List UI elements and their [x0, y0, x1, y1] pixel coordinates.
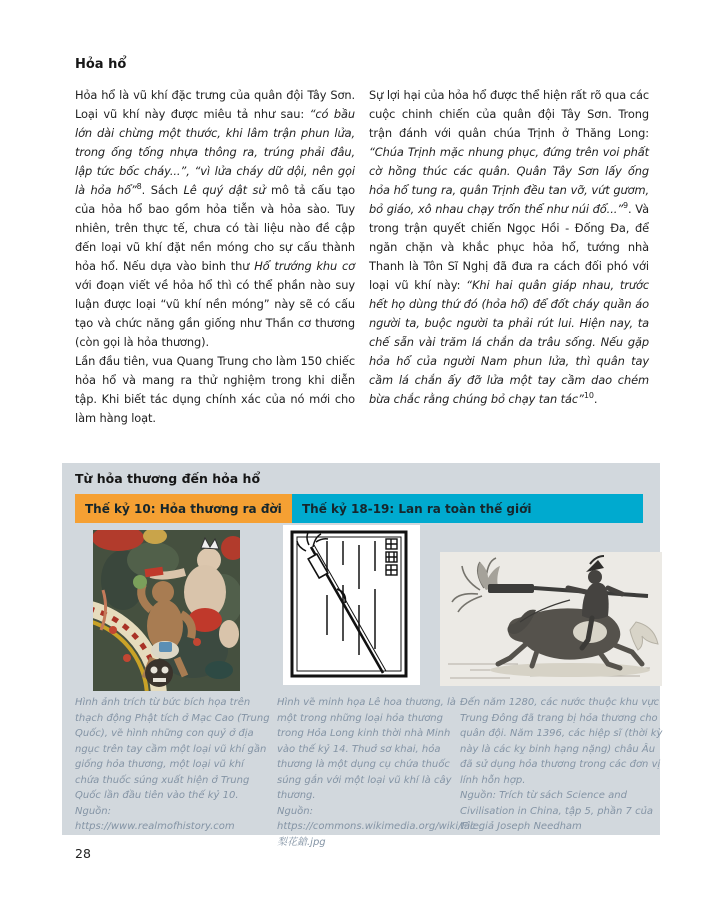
right-column	[369, 86, 649, 428]
paragraph-intro: Hỏa hổ là vũ khí đặc trưng của quân đội Tây Sơn. Loại vũ khí này được miêu tả như sau: “có bầu lớn dài chừng một thước, khi lâm trận phun lửa, trong ống tống nhựa thông ra, trúng phải đâu, lập tức bốc cháy...”, “vì lửa cháy dữ dội, nên gọi là hỏa hổ”$^8$. Sách Lê quý dật sử mô tả cấu tạo của hỏa hổ bao gồm hỏa tiễn và hỏa sào. Tuy nhiên, trên thực tế, chưa có tài liệu nào đề cập đến loại vũ khí đặt nền móng cho sự cấu thành hỏa hổ. Nếu dựa vào binh thư Hổ trướng khu cơ với đoạn viết về hỏa hổ thì có thể phần nào suy luận được loại “vũ khí nền móng” này sẽ có cấu tạo và chức năng gần giống như Thần cơ thương (còn gọi là hỏa thương).	[75, 88, 356, 349]
tab-century-18-19: Thế kỷ 18-19: Lan ra toàn thế giới	[292, 494, 643, 523]
caption-text: Hình ảnh trích từ bức bích họa trên thạch động Phật tích ở Mạc Cao (Trung Quốc), vẽ hình những con quỷ ở địa ngục trên tay cầm một loại vũ khí gần giống hỏa thương, một loại vũ khí chứa thuốc súng xuất hiện ở Trung Quốc lần đầu tiên vào thế kỷ 10.	[75, 697, 270, 801]
mogao-cave-fresco-image	[93, 530, 240, 691]
left-column	[75, 86, 355, 428]
caption-source: Nguồn: https://commons.wikimedia.org/wiki/File:梨花鎗.jpg	[277, 805, 483, 848]
caption-text: Hình vẽ minh họa Lê hoa thương, là một trong những loại hỏa thương trong Hỏa Long kinh thời nhà Minh vào thế kỷ 14. Thuở sơ khai, hỏa thương là một dụng cụ chứa thuốc súng gắn với một loại vũ khí là cây thương.	[277, 697, 456, 801]
timeline-infobox	[62, 463, 663, 848]
timeline-tabs	[75, 494, 643, 523]
caption-source: Nguồn: https://www.realmofhistory.com	[75, 805, 235, 832]
tab-century-10: Thế kỷ 10: Hỏa thương ra đời	[75, 494, 292, 523]
caption-engraving	[460, 695, 663, 835]
knight-fire-lance-engraving-image	[440, 552, 662, 686]
infobox-title: Từ hỏa thương đến hỏa hổ	[75, 471, 261, 486]
figure-fire-lance-woodcut	[283, 525, 420, 685]
paragraph-quang-trung: Lần đầu tiên, vua Quang Trung cho làm 150 chiếc hỏa hổ và mang ra thử nghiệm trong khi diễn tập. Khi biết tác dụng chính xác của nó mới cho làm hàng loạt.	[75, 354, 355, 425]
caption-fresco	[75, 695, 271, 835]
caption-source: Nguồn: Trích từ sách Science and Civilisation in China, tập 5, phần 7 của tác giả Joseph Needham	[460, 790, 654, 832]
figure-knight-engraving	[440, 552, 662, 686]
caption-text: Đến năm 1280, các nước thuộc khu vực Trung Đông đã trang bị hỏa thương cho quân đội. Năm 1396, các hiệp sĩ (thời kỳ này là các kỵ binh hạng nặng) châu Âu đã sử dụng hỏa thương trong các đơn vị lính hỗn hợp.	[460, 697, 663, 786]
paragraph-battles: Sự lợi hại của hỏa hổ được thể hiện rất rõ qua các cuộc chinh chiến của quân đội Tây Sơn. Trong trận đánh với quân chúa Trịnh ở Thăng Long: “Chúa Trịnh mặc nhung phục, đứng trên voi phất cờ hồng thúc các quân. Quân Tây Sơn lấy ống hỏa hổ tung ra, quân Trịnh đều tan vỡ, vứt gươm, bỏ giáo, xô nhau chạy trốn thể như núi đổ...”$^9$. Và trong trận quyết chiến Ngọc Hồi - Đống Đa, để ngăn chặn và khắc phục hỏa hổ, tướng nhà Thanh là Tôn Sĩ Nghị đã đưa ra cách đối phó với loại vũ khí này: “Khi hai quân giáp nhau, trước hết họ dùng thứ đó (hỏa hổ) để đốt cháy quần áo người ta, buộc người ta phải rút lui. Hiện nay, ta chế sẵn vài trăm lá chắn da trâu sống. Nếu gặp hỏa hổ của người Nam phun lửa, thì quân tay cầm lá chắn ấy đỡ lửa một tay cầm dao chém bừa chắc rằng chúng bỏ chạy tan tác”$^{10}$.	[369, 88, 649, 406]
caption-woodcut	[277, 695, 483, 850]
page-number: 28	[75, 846, 91, 861]
article-body	[75, 86, 649, 428]
fire-lance-woodcut-image	[283, 525, 420, 685]
figure-mogao-fresco	[93, 530, 240, 691]
page-title: Hỏa hổ	[75, 57, 127, 72]
